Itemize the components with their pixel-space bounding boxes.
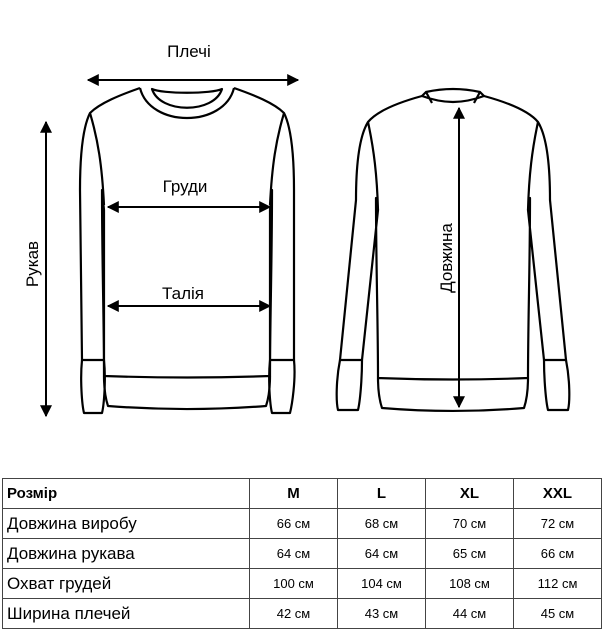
table-cell: 45 см [514, 599, 602, 629]
chest-label: Груди [162, 177, 208, 196]
table-cell: 72 см [514, 509, 602, 539]
size-header-m: M [250, 479, 338, 509]
size-header-xl: XL [426, 479, 514, 509]
table-cell: 64 см [338, 539, 426, 569]
table-cell: 43 см [338, 599, 426, 629]
sleeve-label: Рукав [23, 240, 42, 288]
front-waistband [104, 376, 270, 409]
row-label: Довжина виробу [3, 509, 250, 539]
table-cell: 42 см [250, 599, 338, 629]
front-left-cuff [81, 360, 105, 413]
row-label: Довжина рукава [3, 539, 250, 569]
shoulders-label: Плечі [167, 42, 211, 61]
table-cell: 66 см [514, 539, 602, 569]
length-label: Довжина [437, 223, 456, 293]
back-right-cuff [544, 360, 569, 410]
back-waistband [378, 378, 528, 411]
back-right-sleeve-seam [528, 122, 538, 210]
back-left-sleeve-seam [368, 122, 378, 210]
size-header-xxl: XXL [514, 479, 602, 509]
table-cell: 104 см [338, 569, 426, 599]
table-row [3, 509, 602, 539]
table-cell: 68 см [338, 509, 426, 539]
front-right-cuff [269, 360, 294, 413]
table-cell: 64 см [250, 539, 338, 569]
waist-label: Талія [162, 284, 204, 303]
table-cell: 65 см [426, 539, 514, 569]
size-header-l: L [338, 479, 426, 509]
table-row [3, 539, 602, 569]
row-label: Охват грудей [3, 569, 250, 599]
front-body-outline [80, 88, 294, 378]
row-label: Ширина плечей [3, 599, 250, 629]
size-table [2, 478, 602, 629]
table-cell: 70 см [426, 509, 514, 539]
table-cell: 44 см [426, 599, 514, 629]
size-table-header-row [3, 479, 602, 509]
back-left-cuff [337, 360, 362, 410]
table-row [3, 599, 602, 629]
front-view-drawing [80, 88, 295, 413]
size-column-header: Розмір [3, 479, 250, 509]
table-cell: 66 см [250, 509, 338, 539]
table-cell: 100 см [250, 569, 338, 599]
table-cell: 112 см [514, 569, 602, 599]
front-collar-inner [152, 89, 222, 108]
table-cell: 108 см [426, 569, 514, 599]
table-row [3, 569, 602, 599]
